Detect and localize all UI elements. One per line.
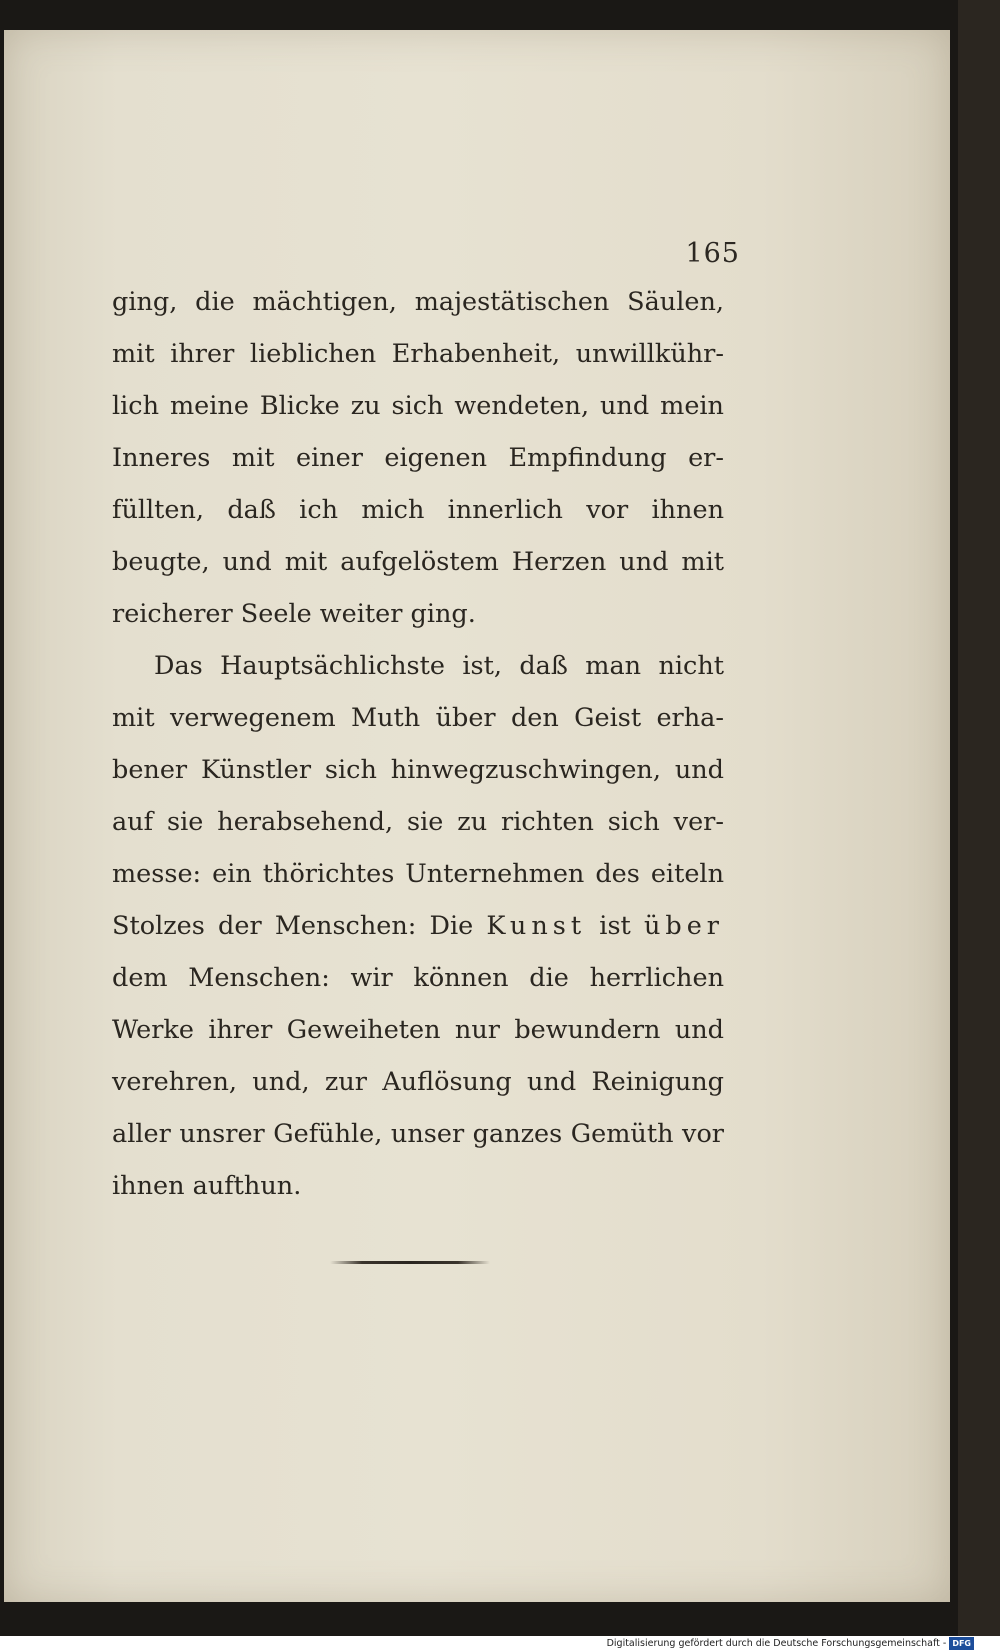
paragraph-2-before: Das Hauptsächlichste ist, daß man nicht mit verwegenem Muth über den Geist erhabener Künstler sich hinwegzuschwingen, und auf sie herabsehend, sie zu richten sich vermesse: ein thörichtes Unternehmen des eiteln Stolzes der Menschen: Die <box>112 651 724 941</box>
paragraph-2-middle: ist <box>586 911 644 941</box>
credit-text: Digitalisierung gefördert durch die Deutsche Forschungsgemeinschaft - <box>606 1638 947 1649</box>
end-rule-divider <box>330 1261 490 1264</box>
emphasis-kunst: Kunst <box>486 911 587 941</box>
digitization-credit <box>607 1636 974 1651</box>
dfg-logo-badge: DFG <box>949 1637 974 1650</box>
paragraph-2-after: dem Menschen: wir können die herrlichen Werke ihrer Geweiheten nur bewundern und verehren, und, zur Auflösung und Reinigung aller unsrer Gefühle, unser ganzes Gemüth vor ihnen aufthun. <box>112 963 724 1201</box>
paragraph-2 <box>112 640 724 1212</box>
paragraph-1: ging, die mächtigen, majestätischen Säulen, mit ihrer lieblichen Erhabenheit, unwillkührlich meine Blicke zu sich wendeten, und mein Inneres mit einer eigenen Empfindung erfüllten, daß ich mich innerlich vor ihnen beugte, und mit aufgelöstem Herzen und mit reicherer Seele weiter ging. <box>112 287 724 629</box>
page-number: 165 <box>685 238 740 269</box>
emphasis-ueber: über <box>643 911 724 941</box>
book-cover-edge <box>958 0 1000 1636</box>
body-text <box>112 276 724 1212</box>
